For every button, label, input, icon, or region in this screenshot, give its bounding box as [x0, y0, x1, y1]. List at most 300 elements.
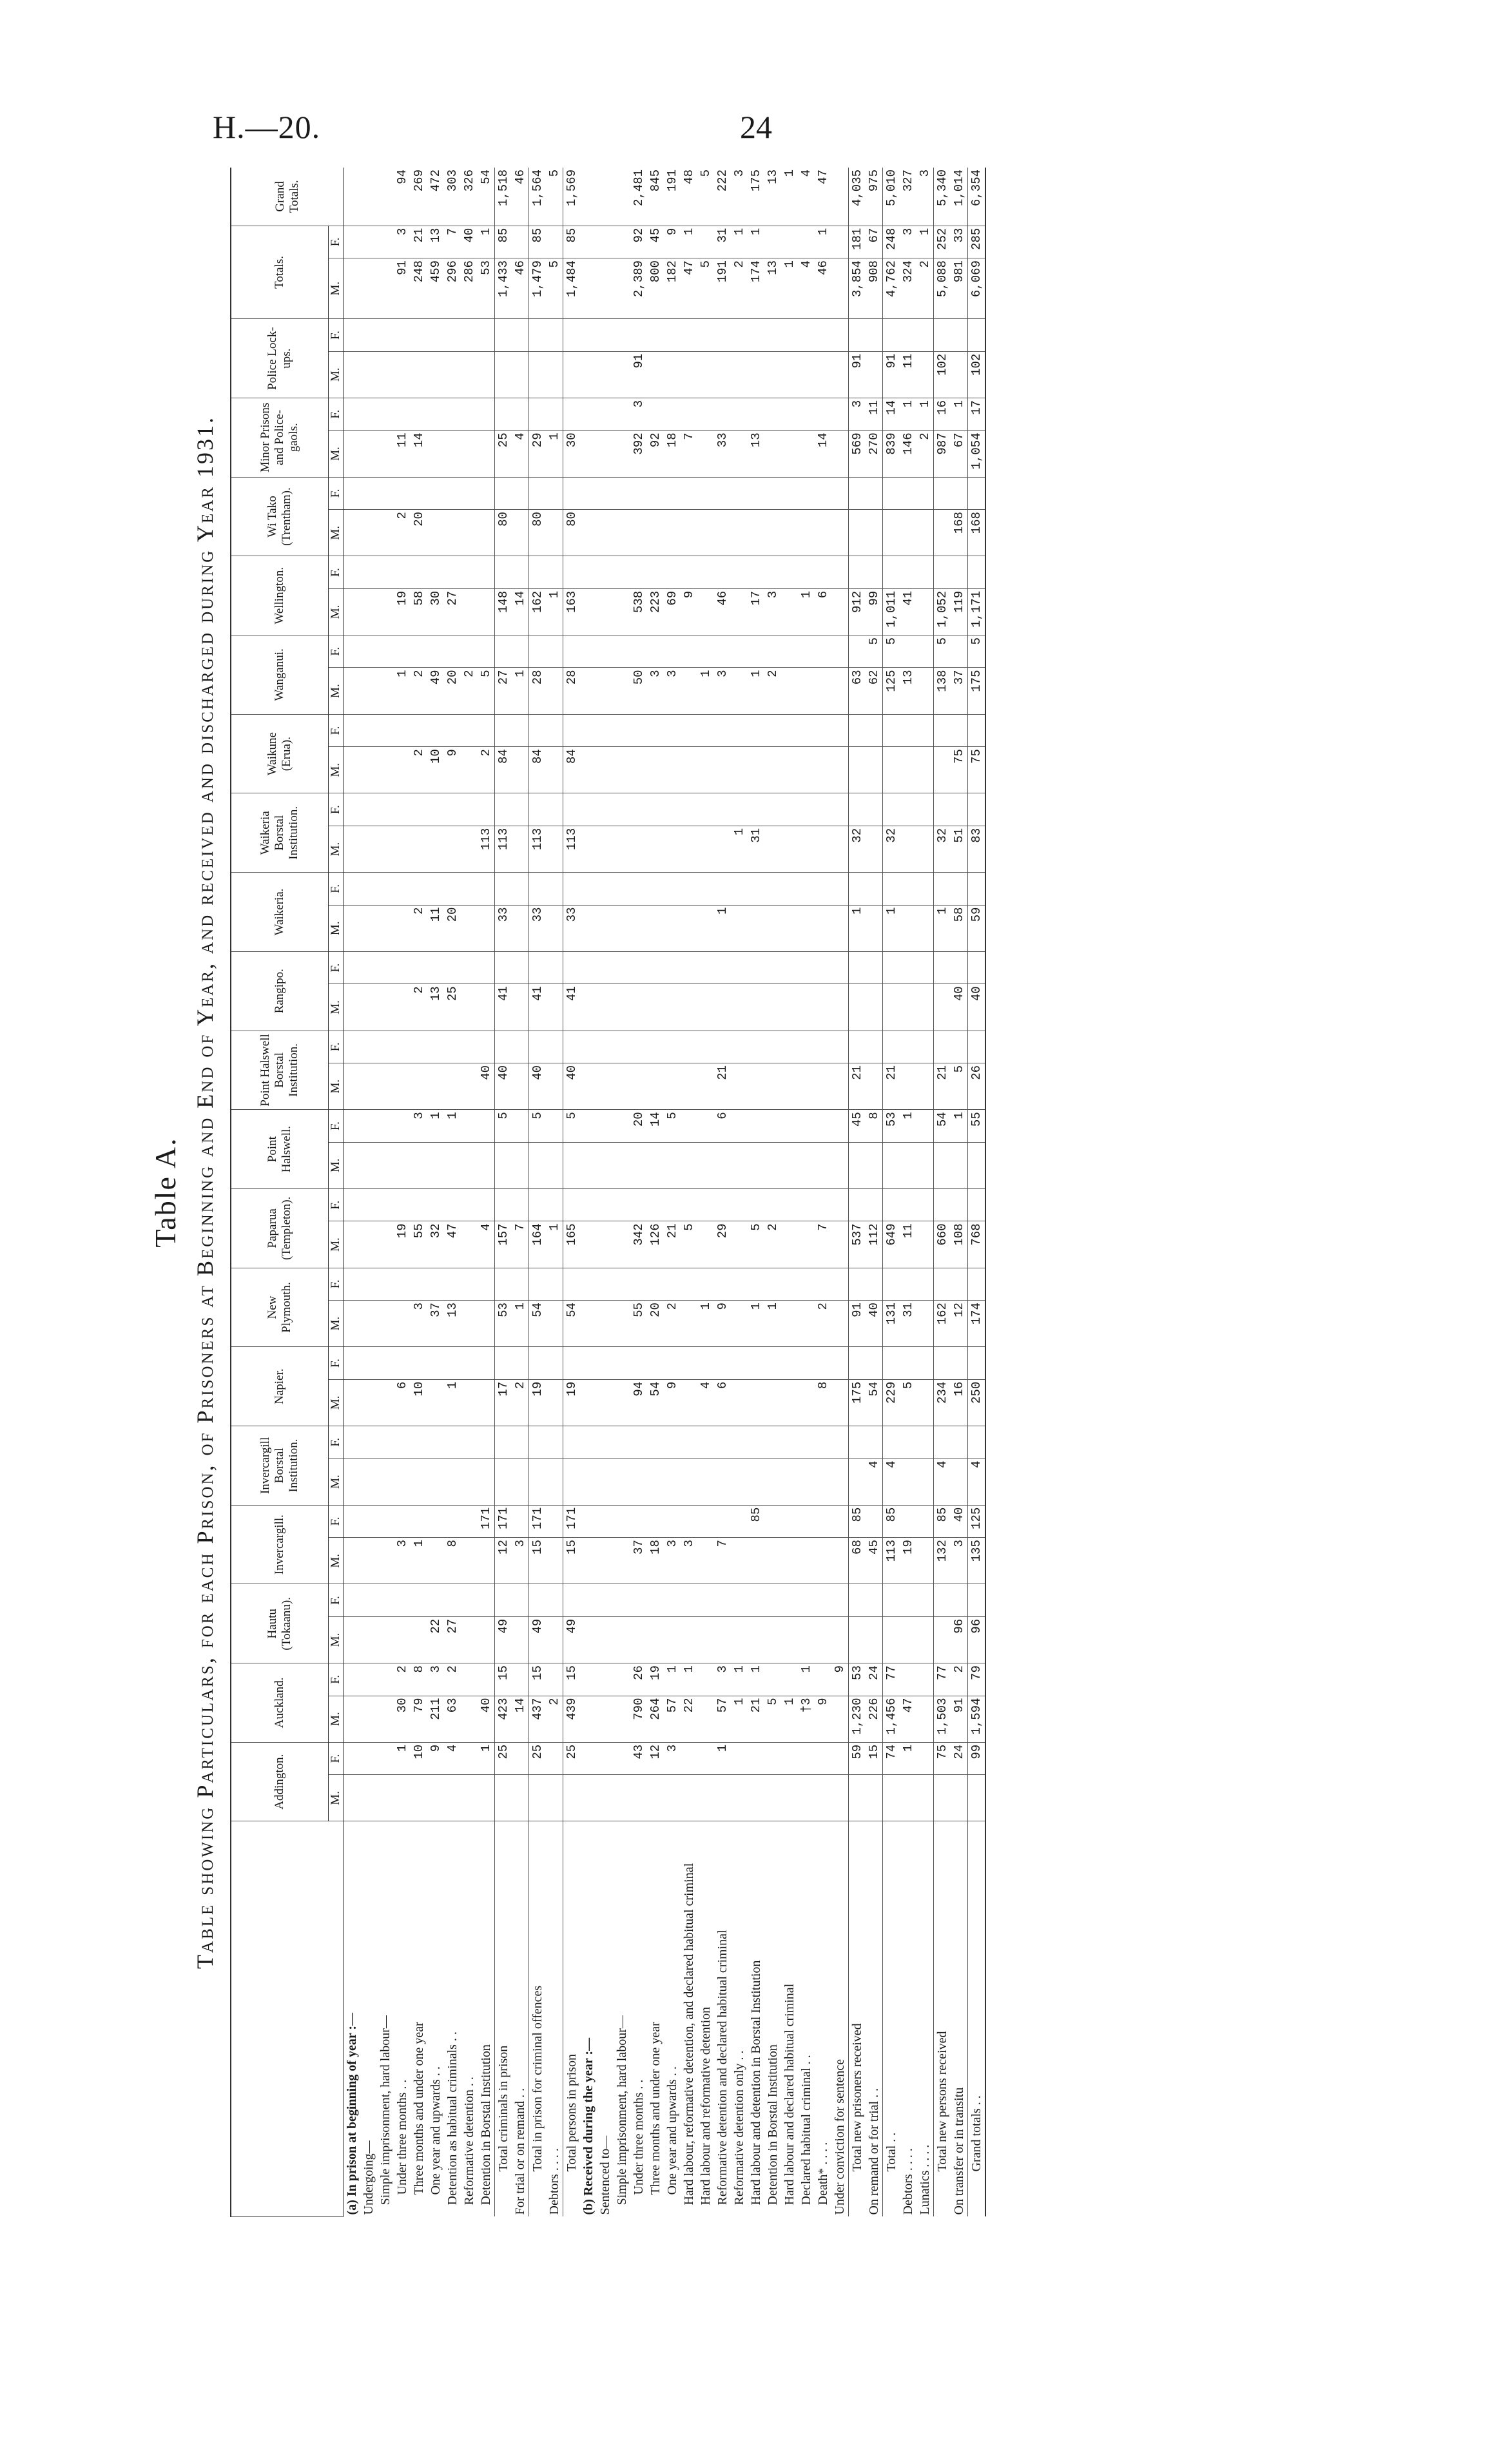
table-cell [831, 1031, 849, 1063]
table-cell [344, 1110, 361, 1142]
table-cell [916, 1663, 934, 1696]
row-label: Reformative detention only . . [732, 2050, 746, 2205]
table-cell: 2 [394, 510, 411, 556]
table-cell [461, 1616, 478, 1663]
table-cell [344, 398, 361, 430]
table-cell [764, 1426, 781, 1458]
table-cell [697, 1221, 714, 1268]
table-cell: 31 [900, 1301, 916, 1347]
table-cell [580, 477, 597, 509]
table-cell: 3 [512, 1538, 529, 1584]
table-cell: 13 [748, 431, 764, 477]
table-cell: 125 [883, 668, 900, 714]
table-cell [866, 1775, 883, 1821]
table-cell [916, 1426, 934, 1458]
female-subheader: F. [329, 226, 344, 258]
table-cell: 19 [563, 1379, 581, 1426]
table-cell [798, 747, 815, 793]
table-cell [883, 793, 900, 826]
table-cell [597, 747, 614, 793]
table-cell [849, 1268, 866, 1300]
table-cell [478, 398, 495, 430]
table-cell: 67 [866, 226, 883, 258]
table-cell: 33 [495, 905, 512, 951]
table-cell [411, 477, 427, 509]
table-row [461, 168, 478, 2217]
table-cell [781, 1142, 798, 1188]
table-cell [664, 826, 681, 872]
table-cell: 538 [630, 588, 647, 635]
table-cell [344, 1505, 361, 1537]
table-cell: 57 [714, 1696, 731, 1742]
table-cell [968, 319, 986, 351]
table-cell [664, 351, 681, 398]
table-cell: 54 [529, 1301, 547, 1347]
table-cell [916, 556, 934, 588]
male-subheader: M. [329, 1696, 344, 1742]
table-row [968, 168, 986, 2217]
table-cell [934, 793, 951, 826]
table-row [647, 168, 664, 2217]
table-cell [597, 588, 614, 635]
table-cell [630, 714, 647, 746]
table-cell [731, 477, 748, 509]
table-cell: 165 [563, 1221, 581, 1268]
row-label: Total new persons received [934, 1821, 951, 2217]
table-cell: 102 [968, 351, 986, 398]
table-cell [512, 398, 529, 430]
table-cell [529, 319, 547, 351]
table-cell [916, 588, 934, 635]
table-cell: 912 [849, 588, 866, 635]
table-row [344, 168, 361, 2217]
table-cell: 58 [951, 905, 968, 951]
table-cell [815, 1031, 831, 1063]
table-cell [360, 1663, 377, 1696]
table-cell [546, 351, 563, 398]
table-cell [614, 319, 630, 351]
table-cell: 40 [951, 1505, 968, 1537]
table-cell [968, 477, 986, 509]
table-cell [697, 1584, 714, 1616]
table-cell [495, 477, 512, 509]
table-cell: 108 [951, 1221, 968, 1268]
table-cell [916, 1742, 934, 1774]
table-cell [427, 1347, 444, 1379]
table-cell [360, 1775, 377, 1821]
table-cell [444, 1063, 461, 1109]
table-cell [731, 668, 748, 714]
table-cell [849, 873, 866, 905]
table-cell: 91 [849, 1301, 866, 1347]
table-cell [427, 1142, 444, 1188]
table-cell [647, 351, 664, 398]
table-cell: 5 [495, 1110, 512, 1142]
table-cell [664, 793, 681, 826]
table-cell: 1 [731, 826, 748, 872]
table-cell [748, 1775, 764, 1821]
table-cell [377, 1505, 394, 1537]
table-cell: 1 [478, 1742, 495, 1774]
table-cell: 58 [411, 588, 427, 635]
table-cell [630, 873, 647, 905]
table-cell [394, 1505, 411, 1537]
table-cell [781, 747, 798, 793]
table-cell [630, 1031, 647, 1063]
table-cell [495, 1031, 512, 1063]
table-cell [444, 1347, 461, 1379]
row-label: Detention in Borstal Institution [766, 2044, 780, 2205]
table-cell [546, 398, 563, 430]
table-cell [798, 1347, 815, 1379]
table-cell [831, 1775, 849, 1821]
table-cell [411, 873, 427, 905]
table-cell: 4,035 [849, 168, 866, 226]
table-cell: 4 [478, 1221, 495, 1268]
row-label: Detention as habitual criminals . . [445, 2031, 460, 2205]
table-cell: 459 [427, 258, 444, 319]
table-cell [344, 747, 361, 793]
table-cell: 80 [563, 510, 581, 556]
prison-particulars-table [230, 168, 986, 2217]
table-cell [849, 1584, 866, 1616]
table-row [444, 168, 461, 2217]
table-cell [563, 1031, 581, 1063]
table-cell [781, 793, 798, 826]
table-cell: 46 [714, 588, 731, 635]
table-cell [580, 1142, 597, 1188]
table-cell: 11 [427, 905, 444, 951]
table-cell [411, 1031, 427, 1063]
table-cell [478, 1616, 495, 1663]
table-cell [427, 510, 444, 556]
table-cell [714, 1458, 731, 1505]
female-subheader: F. [329, 319, 344, 351]
table-cell [478, 951, 495, 984]
table-cell: 12 [951, 1301, 968, 1347]
table-cell [597, 258, 614, 319]
table-cell: 175 [748, 168, 764, 226]
table-cell [934, 1584, 951, 1616]
table-cell [951, 477, 968, 509]
table-cell: 12 [647, 1742, 664, 1774]
table-cell [546, 1063, 563, 1109]
table-cell [951, 556, 968, 588]
row-label: Reformative detention and declared habitual criminal [715, 1930, 730, 2205]
table-cell [781, 1063, 798, 1109]
table-cell: 19 [900, 1538, 916, 1584]
table-cell: 5 [664, 1110, 681, 1142]
table-cell [681, 826, 697, 872]
table-cell [951, 1426, 968, 1458]
table-cell [798, 1031, 815, 1063]
table-cell [781, 1110, 798, 1142]
table-cell [360, 905, 377, 951]
table-cell [597, 1616, 614, 1663]
table-cell [934, 319, 951, 351]
table-cell [344, 793, 361, 826]
table-cell [377, 477, 394, 509]
table-cell [731, 1584, 748, 1616]
table-cell [731, 1031, 748, 1063]
table-cell [764, 1663, 781, 1696]
table-cell [781, 319, 798, 351]
female-subheader: F. [329, 793, 344, 826]
table-cell [781, 351, 798, 398]
table-cell: 113 [563, 826, 581, 872]
table-cell: 17 [495, 1379, 512, 1426]
table-cell [512, 1268, 529, 1300]
table-cell [461, 1031, 478, 1063]
table-cell [748, 1268, 764, 1300]
table-cell [849, 1458, 866, 1505]
table-cell [731, 1505, 748, 1537]
row-label: On transfer or in transitu [952, 2087, 966, 2215]
table-cell [597, 1379, 614, 1426]
table-cell: 1 [714, 1742, 731, 1774]
table-cell [883, 556, 900, 588]
column-header: Waikeria Borstal Institution. [231, 793, 329, 873]
table-cell [731, 1268, 748, 1300]
table-row [831, 168, 849, 2217]
table-cell [781, 477, 798, 509]
table-cell: 96 [951, 1616, 968, 1663]
table-cell [614, 714, 630, 746]
table-cell [597, 905, 614, 951]
table-cell [798, 826, 815, 872]
table-cell [461, 905, 478, 951]
table-cell: 975 [866, 168, 883, 226]
table-cell [580, 319, 597, 351]
table-cell [394, 351, 411, 398]
table-cell [495, 1426, 512, 1458]
table-cell [664, 905, 681, 951]
table-cell: 19 [647, 1663, 664, 1696]
table-cell [883, 1616, 900, 1663]
table-cell [951, 873, 968, 905]
table-cell [597, 556, 614, 588]
table-cell [883, 984, 900, 1031]
table-cell: 5 [478, 668, 495, 714]
table-cell [697, 905, 714, 951]
table-cell [580, 398, 597, 430]
table-cell: 19 [394, 588, 411, 635]
table-cell [580, 1775, 597, 1821]
table-cell [461, 431, 478, 477]
table-cell [831, 1110, 849, 1142]
table-cell: 131 [883, 1301, 900, 1347]
table-cell [360, 556, 377, 588]
table-cell [360, 510, 377, 556]
table-cell [360, 1301, 377, 1347]
table-cell: 11 [866, 398, 883, 430]
row-label: Total criminals in prison [495, 1821, 512, 2217]
table-cell [546, 1538, 563, 1584]
table-cell [478, 1584, 495, 1616]
table-cell [427, 431, 444, 477]
row-label: Reformative detention . . [462, 2077, 476, 2205]
table-cell [614, 793, 630, 826]
table-cell [444, 1268, 461, 1300]
table-cell [360, 588, 377, 635]
table-cell: 8 [411, 1663, 427, 1696]
table-cell [360, 984, 377, 1031]
table-cell [664, 1268, 681, 1300]
table-cell: 270 [866, 431, 883, 477]
table-cell: 2 [546, 1696, 563, 1742]
table-cell [815, 319, 831, 351]
table-cell: 40 [866, 1301, 883, 1347]
table-cell [798, 1142, 815, 1188]
table-cell [900, 1063, 916, 1109]
table-cell: 1,456 [883, 1696, 900, 1742]
table-cell [394, 747, 411, 793]
table-cell [951, 351, 968, 398]
table-cell: 1 [900, 398, 916, 430]
row-label: (a) In prison at beginning of year :— [345, 2012, 359, 2215]
table-title: Table A. [149, 1137, 182, 1248]
table-cell [344, 1663, 361, 1696]
table-cell [664, 984, 681, 1031]
table-cell [968, 1031, 986, 1063]
table-cell [883, 1775, 900, 1821]
table-cell [951, 1347, 968, 1379]
table-cell: 85 [495, 226, 512, 258]
table-cell [394, 477, 411, 509]
table-cell [461, 826, 478, 872]
table-cell [815, 1505, 831, 1537]
table-cell: 4 [968, 1458, 986, 1505]
table-cell [900, 477, 916, 509]
table-cell [614, 258, 630, 319]
table-cell [968, 951, 986, 984]
table-cell: 14 [512, 1696, 529, 1742]
table-cell [900, 1426, 916, 1458]
table-cell [630, 905, 647, 951]
table-cell [377, 1426, 394, 1458]
table-cell [444, 873, 461, 905]
table-cell [748, 951, 764, 984]
table-cell [697, 351, 714, 398]
table-cell [681, 1142, 697, 1188]
table-cell [748, 351, 764, 398]
table-cell: 3 [714, 668, 731, 714]
table-cell [394, 793, 411, 826]
table-cell [377, 1301, 394, 1347]
column-header: Wellington. [231, 556, 329, 635]
male-subheader: M. [329, 1458, 344, 1505]
table-cell [781, 668, 798, 714]
table-cell [546, 510, 563, 556]
table-cell: 20 [411, 510, 427, 556]
table-cell: 33 [714, 431, 731, 477]
column-header: Auckland. [231, 1663, 329, 1743]
table-cell: 94 [394, 168, 411, 226]
table-cell [714, 826, 731, 872]
table-row [731, 168, 748, 2217]
table-cell: 5 [934, 635, 951, 668]
table-cell [815, 714, 831, 746]
table-cell [731, 905, 748, 951]
table-cell: 1 [681, 226, 697, 258]
table-cell [444, 1188, 461, 1221]
table-cell: 40 [478, 1063, 495, 1109]
table-cell [781, 826, 798, 872]
table-cell [900, 1347, 916, 1379]
table-cell: 55 [411, 1221, 427, 1268]
table-cell [647, 1188, 664, 1221]
table-cell [377, 1379, 394, 1426]
table-cell: 57 [664, 1696, 681, 1742]
table-cell [427, 319, 444, 351]
table-cell [748, 1110, 764, 1142]
table-cell [968, 873, 986, 905]
table-cell [478, 1663, 495, 1696]
table-cell [478, 588, 495, 635]
table-cell [630, 1775, 647, 1821]
table-cell [630, 1616, 647, 1663]
table-cell: 175 [968, 668, 986, 714]
table-cell: 25 [495, 1742, 512, 1774]
table-cell [934, 1142, 951, 1188]
table-cell [866, 1616, 883, 1663]
table-cell [377, 873, 394, 905]
table-cell [934, 556, 951, 588]
table-cell: 21 [411, 226, 427, 258]
table-cell [764, 1110, 781, 1142]
table-cell: 324 [900, 258, 916, 319]
table-cell [968, 556, 986, 588]
table-cell [344, 1221, 361, 1268]
table-cell [614, 1538, 630, 1584]
table-cell [831, 477, 849, 509]
table-cell [478, 1268, 495, 1300]
table-cell [866, 556, 883, 588]
table-cell [647, 1347, 664, 1379]
table-cell [849, 793, 866, 826]
table-cell: 45 [647, 226, 664, 258]
table-cell [614, 588, 630, 635]
table-cell [883, 319, 900, 351]
table-row [866, 168, 883, 2217]
table-cell [427, 1538, 444, 1584]
table-cell: 1 [900, 1110, 916, 1142]
table-cell [495, 714, 512, 746]
table-cell [630, 1142, 647, 1188]
table-cell [461, 1538, 478, 1584]
male-subheader: M. [329, 431, 344, 477]
table-cell: 47 [900, 1696, 916, 1742]
table-cell [697, 319, 714, 351]
table-cell [512, 556, 529, 588]
table-cell [731, 951, 748, 984]
table-cell [394, 1347, 411, 1379]
table-cell [394, 1584, 411, 1616]
table-cell: 125 [968, 1505, 986, 1537]
table-cell [731, 1221, 748, 1268]
table-row [951, 168, 968, 2217]
table-cell: 3 [427, 1663, 444, 1696]
table-cell: 37 [951, 668, 968, 714]
table-cell [630, 793, 647, 826]
column-header: Waikune (Erua). [231, 714, 329, 793]
table-cell [798, 1458, 815, 1505]
table-row [478, 168, 495, 2217]
table-cell [478, 714, 495, 746]
table-cell [681, 951, 697, 984]
table-cell: 168 [968, 510, 986, 556]
table-cell [360, 1110, 377, 1142]
